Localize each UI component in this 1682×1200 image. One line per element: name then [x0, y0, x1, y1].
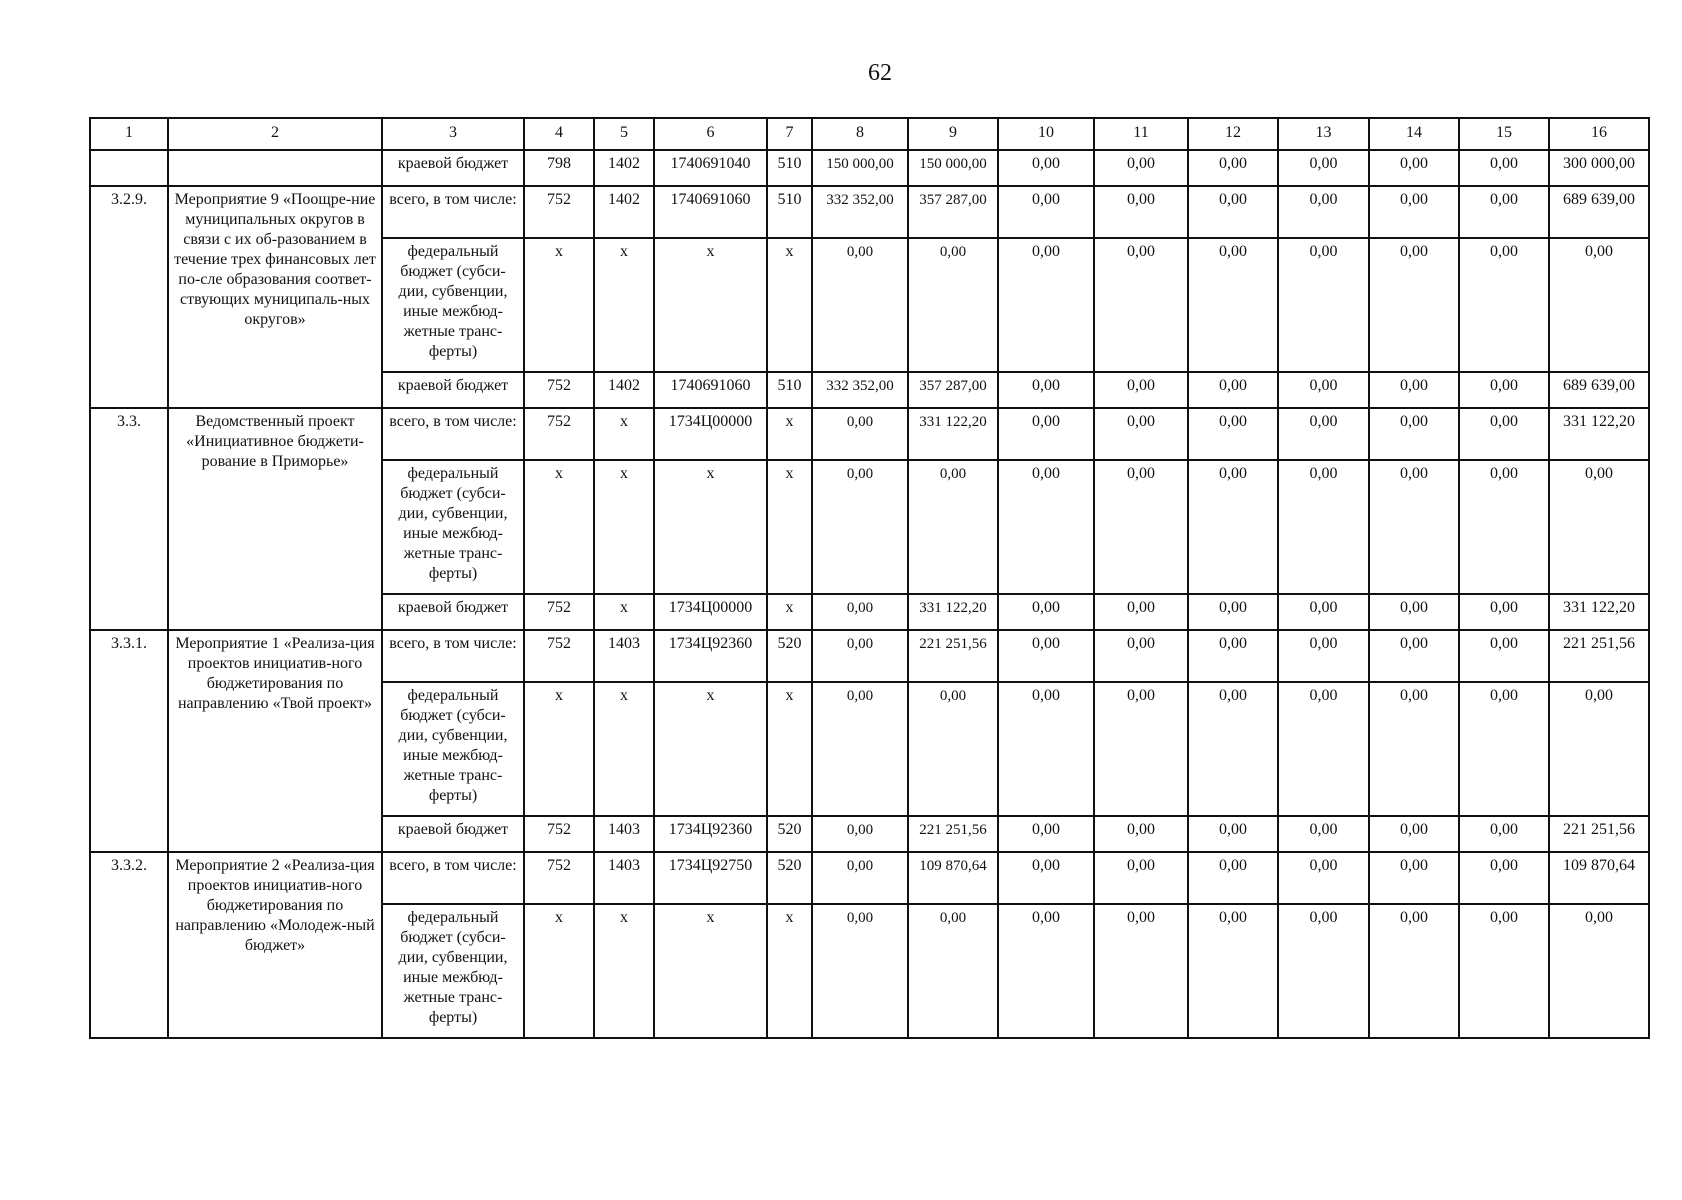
amount-col-10: 0,00: [998, 594, 1094, 630]
amount-col-14: 0,00: [1369, 682, 1459, 816]
budget-code-c6: х: [654, 682, 767, 816]
amount-col-13: 0,00: [1278, 904, 1369, 1038]
table-body: [90, 118, 1649, 1038]
column-header-11: 11: [1094, 118, 1188, 150]
funding-source: краевой бюджет: [382, 372, 524, 408]
amount-col-11: 0,00: [1094, 904, 1188, 1038]
budget-code-c5: 1402: [594, 372, 654, 408]
budget-code-c7: 520: [767, 852, 812, 904]
budget-code-c7: х: [767, 904, 812, 1038]
column-header-15: 15: [1459, 118, 1549, 150]
amount-col-9: 0,00: [908, 904, 998, 1038]
column-header-10: 10: [998, 118, 1094, 150]
amount-col-13: 0,00: [1278, 186, 1369, 238]
item-name: Мероприятие 1 «Реализа-ция проектов инициатив-ного бюджетирования по направлению «Твой проект»: [168, 630, 382, 852]
table-row: [90, 630, 1649, 682]
budget-code-c6: 1740691040: [654, 150, 767, 186]
budget-code-c7: х: [767, 594, 812, 630]
budget-code-c7: 510: [767, 150, 812, 186]
item-name: Мероприятие 2 «Реализа-ция проектов инициатив-ного бюджетирования по направлению «Молодеж-ный бюджет»: [168, 852, 382, 1038]
amount-col-16: 0,00: [1549, 682, 1649, 816]
amount-col-13: 0,00: [1278, 630, 1369, 682]
amount-col-15: 0,00: [1459, 682, 1549, 816]
amount-col-14: 0,00: [1369, 372, 1459, 408]
amount-col-13: 0,00: [1278, 150, 1369, 186]
amount-col-9: 0,00: [908, 238, 998, 372]
amount-col-12: 0,00: [1188, 372, 1278, 408]
column-header-4: 4: [524, 118, 594, 150]
amount-col-11: 0,00: [1094, 372, 1188, 408]
page-number: 62: [868, 60, 892, 86]
amount-col-9: 221 251,56: [908, 630, 998, 682]
amount-col-9: 331 122,20: [908, 594, 998, 630]
budget-code-c6: 1734Ц92750: [654, 852, 767, 904]
budget-code-c6: 1734Ц00000: [654, 594, 767, 630]
amount-col-14: 0,00: [1369, 852, 1459, 904]
amount-col-15: 0,00: [1459, 852, 1549, 904]
funding-source: всего, в том числе:: [382, 852, 524, 904]
amount-col-10: 0,00: [998, 630, 1094, 682]
amount-col-11: 0,00: [1094, 594, 1188, 630]
amount-col-16: 221 251,56: [1549, 630, 1649, 682]
amount-col-10: 0,00: [998, 904, 1094, 1038]
funding-source: федеральный бюджет (субси-дии, субвенции, иные межбюд-жетные транс-ферты): [382, 238, 524, 372]
budget-code-c6: 1734Ц92360: [654, 630, 767, 682]
table-row: [90, 408, 1649, 460]
amount-col-10: 0,00: [998, 150, 1094, 186]
amount-col-10: 0,00: [998, 372, 1094, 408]
amount-col-12: 0,00: [1188, 630, 1278, 682]
amount-col-12: 0,00: [1188, 186, 1278, 238]
budget-code-c7: х: [767, 682, 812, 816]
amount-col-16: 0,00: [1549, 238, 1649, 372]
budget-code-c4: 752: [524, 594, 594, 630]
budget-code-c5: 1402: [594, 186, 654, 238]
budget-code-c7: 510: [767, 186, 812, 238]
budget-code-c4: 752: [524, 408, 594, 460]
budget-code-c5: х: [594, 594, 654, 630]
item-code: 3.3.1.: [90, 630, 168, 852]
item-name: Мероприятие 9 «Поощре-ние муниципальных округов в связи с их об-разованием в течение трех финансовых лет по-сле образования соответ-ствующих муниципаль-ных округов»: [168, 186, 382, 408]
amount-col-16: 0,00: [1549, 904, 1649, 1038]
budget-code-c5: 1403: [594, 630, 654, 682]
amount-col-15: 0,00: [1459, 630, 1549, 682]
table-row: [90, 150, 1649, 186]
amount-col-12: 0,00: [1188, 150, 1278, 186]
column-header-3: 3: [382, 118, 524, 150]
amount-col-14: 0,00: [1369, 630, 1459, 682]
item-name: [168, 150, 382, 186]
column-header-13: 13: [1278, 118, 1369, 150]
funding-source: краевой бюджет: [382, 594, 524, 630]
amount-col-14: 0,00: [1369, 150, 1459, 186]
budget-code-c5: х: [594, 682, 654, 816]
amount-col-9: 109 870,64: [908, 852, 998, 904]
amount-col-15: 0,00: [1459, 594, 1549, 630]
item-name: Ведомственный проект «Инициативное бюджети-рование в Приморье»: [168, 408, 382, 630]
amount-col-16: 331 122,20: [1549, 594, 1649, 630]
amount-col-11: 0,00: [1094, 408, 1188, 460]
budget-code-c7: 520: [767, 630, 812, 682]
amount-col-14: 0,00: [1369, 594, 1459, 630]
amount-col-8: 0,00: [812, 460, 908, 594]
amount-col-12: 0,00: [1188, 460, 1278, 594]
column-header-14: 14: [1369, 118, 1459, 150]
amount-col-13: 0,00: [1278, 816, 1369, 852]
budget-code-c7: х: [767, 238, 812, 372]
budget-code-c5: 1403: [594, 852, 654, 904]
amount-col-8: 0,00: [812, 816, 908, 852]
item-code: 3.3.2.: [90, 852, 168, 1038]
amount-col-8: 150 000,00: [812, 150, 908, 186]
amount-col-16: 689 639,00: [1549, 372, 1649, 408]
amount-col-11: 0,00: [1094, 238, 1188, 372]
funding-source: всего, в том числе:: [382, 186, 524, 238]
amount-col-9: 0,00: [908, 460, 998, 594]
amount-col-9: 331 122,20: [908, 408, 998, 460]
budget-code-c4: х: [524, 904, 594, 1038]
amount-col-11: 0,00: [1094, 460, 1188, 594]
amount-col-8: 332 352,00: [812, 372, 908, 408]
amount-col-8: 332 352,00: [812, 186, 908, 238]
amount-col-12: 0,00: [1188, 852, 1278, 904]
amount-col-16: 0,00: [1549, 460, 1649, 594]
budget-code-c4: х: [524, 682, 594, 816]
item-code: 3.2.9.: [90, 186, 168, 408]
amount-col-10: 0,00: [998, 408, 1094, 460]
amount-col-11: 0,00: [1094, 852, 1188, 904]
amount-col-8: 0,00: [812, 904, 908, 1038]
budget-code-c7: х: [767, 460, 812, 594]
budget-code-c6: х: [654, 904, 767, 1038]
budget-code-c7: 520: [767, 816, 812, 852]
table-row: [90, 186, 1649, 238]
funding-source: краевой бюджет: [382, 150, 524, 186]
amount-col-13: 0,00: [1278, 372, 1369, 408]
amount-col-10: 0,00: [998, 682, 1094, 816]
budget-code-c4: 752: [524, 186, 594, 238]
funding-source: федеральный бюджет (субси-дии, субвенции, иные межбюд-жетные транс-ферты): [382, 904, 524, 1038]
amount-col-13: 0,00: [1278, 408, 1369, 460]
amount-col-9: 0,00: [908, 682, 998, 816]
budget-code-c4: 752: [524, 816, 594, 852]
amount-col-10: 0,00: [998, 852, 1094, 904]
amount-col-14: 0,00: [1369, 186, 1459, 238]
amount-col-15: 0,00: [1459, 372, 1549, 408]
amount-col-9: 357 287,00: [908, 186, 998, 238]
amount-col-14: 0,00: [1369, 904, 1459, 1038]
budget-code-c6: 1734Ц92360: [654, 816, 767, 852]
budget-code-c4: х: [524, 238, 594, 372]
amount-col-15: 0,00: [1459, 816, 1549, 852]
amount-col-12: 0,00: [1188, 408, 1278, 460]
amount-col-16: 221 251,56: [1549, 816, 1649, 852]
amount-col-16: 689 639,00: [1549, 186, 1649, 238]
amount-col-10: 0,00: [998, 186, 1094, 238]
amount-col-15: 0,00: [1459, 408, 1549, 460]
amount-col-16: 331 122,20: [1549, 408, 1649, 460]
amount-col-13: 0,00: [1278, 594, 1369, 630]
budget-code-c6: 1734Ц00000: [654, 408, 767, 460]
item-code: [90, 150, 168, 186]
header-row: [90, 118, 1649, 150]
amount-col-14: 0,00: [1369, 408, 1459, 460]
amount-col-12: 0,00: [1188, 816, 1278, 852]
amount-col-12: 0,00: [1188, 682, 1278, 816]
amount-col-13: 0,00: [1278, 852, 1369, 904]
budget-code-c7: х: [767, 408, 812, 460]
amount-col-11: 0,00: [1094, 630, 1188, 682]
budget-code-c6: 1740691060: [654, 186, 767, 238]
budget-code-c6: 1740691060: [654, 372, 767, 408]
amount-col-12: 0,00: [1188, 904, 1278, 1038]
column-header-2: 2: [168, 118, 382, 150]
item-code: 3.3.: [90, 408, 168, 630]
amount-col-15: 0,00: [1459, 150, 1549, 186]
amount-col-16: 109 870,64: [1549, 852, 1649, 904]
budget-code-c5: 1402: [594, 150, 654, 186]
budget-code-c4: 752: [524, 630, 594, 682]
amount-col-8: 0,00: [812, 852, 908, 904]
column-header-1: 1: [90, 118, 168, 150]
funding-source: краевой бюджет: [382, 816, 524, 852]
amount-col-15: 0,00: [1459, 186, 1549, 238]
amount-col-10: 0,00: [998, 460, 1094, 594]
amount-col-9: 357 287,00: [908, 372, 998, 408]
column-header-7: 7: [767, 118, 812, 150]
amount-col-9: 221 251,56: [908, 816, 998, 852]
amount-col-9: 150 000,00: [908, 150, 998, 186]
amount-col-10: 0,00: [998, 816, 1094, 852]
funding-source: всего, в том числе:: [382, 630, 524, 682]
amount-col-8: 0,00: [812, 594, 908, 630]
amount-col-14: 0,00: [1369, 460, 1459, 594]
budget-code-c6: х: [654, 460, 767, 594]
amount-col-14: 0,00: [1369, 816, 1459, 852]
budget-code-c7: 510: [767, 372, 812, 408]
column-header-5: 5: [594, 118, 654, 150]
budget-code-c5: х: [594, 408, 654, 460]
amount-col-13: 0,00: [1278, 460, 1369, 594]
budget-code-c5: 1403: [594, 816, 654, 852]
budget-code-c4: 798: [524, 150, 594, 186]
budget-code-c4: 752: [524, 852, 594, 904]
amount-col-11: 0,00: [1094, 682, 1188, 816]
amount-col-11: 0,00: [1094, 186, 1188, 238]
amount-col-15: 0,00: [1459, 904, 1549, 1038]
amount-col-12: 0,00: [1188, 238, 1278, 372]
amount-col-8: 0,00: [812, 238, 908, 372]
amount-col-16: 300 000,00: [1549, 150, 1649, 186]
funding-source: федеральный бюджет (субси-дии, субвенции, иные межбюд-жетные транс-ферты): [382, 682, 524, 816]
amount-col-8: 0,00: [812, 408, 908, 460]
budget-table: [89, 117, 1650, 1039]
amount-col-15: 0,00: [1459, 460, 1549, 594]
budget-code-c6: х: [654, 238, 767, 372]
budget-code-c4: 752: [524, 372, 594, 408]
budget-code-c5: х: [594, 238, 654, 372]
budget-code-c5: х: [594, 460, 654, 594]
amount-col-11: 0,00: [1094, 816, 1188, 852]
column-header-8: 8: [812, 118, 908, 150]
amount-col-12: 0,00: [1188, 594, 1278, 630]
funding-source: всего, в том числе:: [382, 408, 524, 460]
amount-col-8: 0,00: [812, 630, 908, 682]
amount-col-8: 0,00: [812, 682, 908, 816]
amount-col-15: 0,00: [1459, 238, 1549, 372]
budget-code-c5: х: [594, 904, 654, 1038]
amount-col-14: 0,00: [1369, 238, 1459, 372]
amount-col-13: 0,00: [1278, 238, 1369, 372]
column-header-16: 16: [1549, 118, 1649, 150]
amount-col-13: 0,00: [1278, 682, 1369, 816]
table-row: [90, 852, 1649, 904]
amount-col-10: 0,00: [998, 238, 1094, 372]
funding-source: федеральный бюджет (субси-дии, субвенции, иные межбюд-жетные транс-ферты): [382, 460, 524, 594]
amount-col-11: 0,00: [1094, 150, 1188, 186]
column-header-6: 6: [654, 118, 767, 150]
column-header-9: 9: [908, 118, 998, 150]
column-header-12: 12: [1188, 118, 1278, 150]
budget-code-c4: х: [524, 460, 594, 594]
